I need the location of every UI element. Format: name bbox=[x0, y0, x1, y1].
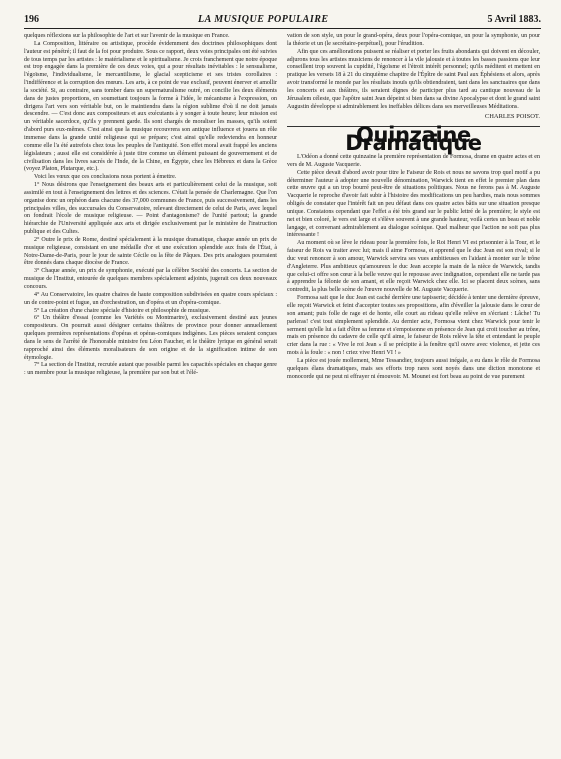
author-signature: CHARLES POISOT. bbox=[484, 113, 540, 121]
paragraph: Afin que ces améliorations puissent se réaliser et porter les fruits abondants qui doivent en découler, adjurons tous les artistes musiciens de renoncer à la vile jalousie et à toutes les basses passions que leur conseillent trop souvent la cupidité, l'égoïsme et l'étroit intérêt personnel; qu'ils méditent et mettent en pratique les versets 18 à 21 du cinquième chapitre de l'Épître de saint Paul aux Éphésiens et alors, après avoir transformé le monde par les résultats inouïs qu'ils obtiendraient, tant dans les sanctuaires que dans les concerts et aux théâtres, ils seraient dignes de participer plus tard au cantique nouveau de la Jérusalem céleste, que l'apôtre saint Jean dépeint si bien dans sa divine Apocalypse et dont le grand saint Augustin développe si admirablement les ineffables délices dans ses merveilleuses Méditations. bbox=[287, 48, 540, 110]
paragraph: Formosa sait que le duc Jean est caché derrière une tapisserie; décidée à tenter une dernière épreuve, elle reçoit Warwick et feint d'accepter toutes ses propositions, afin d'éveiller la jalousie dans le cœur de son amant; puis folle de rage et de honte, elle court au rideau qu'elle relève en s'écriant : Lâche! Tu parleras! c'est tout simplement splendide. Au dernier acte, Formosa vient chez Warwick pour tenir le serment qu'elle lui a fait d'être sa femme et s'empoisonne en présence de Jean qui croit toucher au trône, mais en présence du cadavre de celle qu'il aime, le faiseur de Rois relève la tête et entendant le peuple crier dans la rue : « Vive le roi Jean » il se précipite à la fenêtre qu'il ouvre avec violence, et jette ces mots à la foule : « non ! criez vive Henri VI ! » bbox=[287, 295, 540, 357]
page-number: 196 bbox=[24, 14, 39, 25]
paragraph: Au moment où se lève le rideau pour la première fois, le Roi Henri VI est prisonnier à la Tour, et le faiseur de Rois va traiter avec lui; mais il aime Formosa, et apprend que le duc Jean est son rival; si le duc veut renoncer à son amour, Warwick servira ses vues ambitieuses en l'aidant à monter sur le trône d'Angleterre. Plus ambitieux qu'amoureux le duc Jean accepte la main de la nièce de Warwick, tandis que celui-ci offre son cœur à la belle veuve qui le repousse avec indignation, cependant elle ne tarde pas à apprendre la félonie de son amant, et elle reçoit Warwick chez elle. Ici se placent deux scènes, sans contredit, la plus belle scène de l'œuvre nouvelle de M. Auguste Vacquerie. bbox=[287, 240, 540, 294]
journal-title: LA MUSIQUE POPULAIRE bbox=[197, 14, 329, 25]
article-columns bbox=[24, 33, 541, 381]
right-column bbox=[287, 33, 540, 381]
paragraph: Voici les vœux que ces conclusions nous portent à émettre. bbox=[34, 174, 177, 181]
paragraph: L'Odéon a donné cette quinzaine la première représentation de Formosa, drame en quatre actes et en vers de M. Auguste Vacquerie. bbox=[287, 153, 540, 168]
paragraph: 6° Un théâtre d'essai (comme les Variétés ou Montmartre), exclusivement destiné aux jeunes compositeurs. On pourrait aussi désigner certains théâtres de province pour donner annuellement quelques premières représentations d'opéras et opéras-comiques indigènes. Les pièces seraient conçues dans le sens de l'arrêté de l'honorable ministre feu Léon Faucher, et le théâtre lyrique en général serait rapproché ainsi des éléments moralisateurs de son origine et de la signification intime de son étymologie. bbox=[24, 315, 277, 361]
paragraph: 4° Au Conservatoire, les quatre chaires de haute composition subdivisées en quatre cours spéciaux : un de contre-point et fugue, un d'orchestration, un d'opéra et un d'opéra-comique. bbox=[24, 291, 277, 306]
paragraph: Cette pièce devait d'abord avoir pour titre le Faiseur de Rois et nous ne savons trop quel motif a pu déterminer l'auteur à adopter une nouvelle dénomination, Warwick tient en effet le premier plan dans cette œuvre qui a un trop bourré peut-être de situations politiques. Nous ne ferons pas à M. Auguste Vacquerie le reproche d'avoir fait subir à l'histoire des modifications un peu hardies, mais nous sommes obligés de constater que l'intérêt fait un peu défaut dans ces quatre actes bâtis sur une situation presque unique. Constatons cependant que l'effet a été très grand sur le public lettré de la première; le style est net et bien coloré, le vers est large et s'élève souvent à une grande hauteur, voilà certes un beau et noble langage, et convenant admirablement au dialogue scénique. Quel malheur que l'action ne soit pas plus intéressante ! bbox=[287, 169, 540, 239]
paragraph: 1° Nous désirons que l'enseignement des beaux arts et particulièrement celui de la musique, soit assimilé en tout à l'enseignement des lettres et des sciences. C'était la pensée de Charlemagne. Que l'on organise donc un orphéon dans chacune des 37,000 communes de France, puis successivement, dans les principales villes, des succursales du Conservatoire, relevant directement de celui de Paris, avec lequel on fondrait l'école de musique religieuse. — Point d'antagonisme? de l'unité partout; la grande hiérarchie de l'Université appliquée aux arts et dirigée exclusivement par le ministère de l'instruction publique et des Cultes. bbox=[24, 182, 277, 236]
section-title: Quinzaine Dramatique bbox=[345, 123, 482, 156]
paragraph: 5° La création d'une chaire spéciale d'histoire et philosophie de musique. bbox=[34, 307, 211, 314]
header-rule bbox=[24, 28, 541, 29]
paragraph: quelques réflexions sur la philosophie de l'art et sur l'avenir de la musique en France. bbox=[24, 33, 230, 39]
paragraph: 3° Chaque année, un prix de symphonie, exécuté par la célèbre Société des concerts. La section de musique de l'Institut, entourée de quelques membres spécialement adjoints, jugerait ces deux nouveaux concours. bbox=[24, 268, 277, 290]
paragraph: vation de son style, un pour le grand-opéra, deux pour l'opéra-comique, un pour la symphonie, un pour la théorie et un (le secrétaire-perpétuel), pour l'érudition. bbox=[287, 33, 540, 47]
left-column bbox=[24, 33, 277, 381]
issue-date: 5 Avril 1883. bbox=[487, 14, 541, 25]
paragraph: La Composition, littéraire ou artistique, procède évidemment des doctrines philosophiques dont l'auteur est pénétré; il faut de la foi pour produire. Sous ce rapport, deux voies principales ont été suivies de tous temps par les artistes : le matérialisme et le spiritualisme. Je crois franchement que notre époque est trop engagée dans la première de ces deux voies, qui a pour résultats inévitables : le sensualisme, l'égoïsme, l'individualisme, le mercantilisme, le glacial scepticisme et ses tristes corollaires : l'indifférence et la corruption des mœurs. Les arts, à ce point de vue exclusif, peuvent énerver et amollir la société. Si, au contraire, sans tomber dans un supernaturalisme outré, on concilie les deux éléments dans de justes proportions, en soumettant toujours la forme à l'idée, le mécanisme à l'expression, on dirigera l'art vers son véritable but, on le maintiendra dans la région sublime d'où il ne doit jamais descendre. — C'est donc aux compositeurs et aux exécutants à y songer à toute heure; leur mission est un véritable sacerdoce, qu'ils y prennent garde. Ils sont chargés de moraliser les masses, qu'ils soient d'abord purs eux-mêmes. C'est ainsi que la musique recouvrera son antique influence et jouera un rôle immense dans la grande unité religieuse qui se prépare; c'est ainsi qu'elle redeviendra en honneur comme elle l'a été autrefois chez tous les peuples de l'antiquité. Son effet moral avait frappé les anciens législateurs ; aussi elle est considérée à juste titre comme un élément puissant de gouvernement et de civilisation dans les livres sacrés de l'Inde, de la Chine, en Égypte, chez les Hébreux et dans la Grèce (voyez Platon, Plutarque, etc.). bbox=[24, 40, 277, 173]
page-header bbox=[24, 14, 541, 25]
paragraph: 2° Outre le prix de Rome, destiné spécialement à la musique dramatique, chaque année un prix de musique religieuse, consistant en une médaille d'or et une exécution splendide aux frais de l'État, à Notre-Dame-de-Paris, pour le jour de sainte Cécile ou la fête de Pâques. Des prix analogues pourraient être donnés dans chaque diocèse de France. bbox=[24, 236, 277, 267]
paragraph: La pièce est jouée mollement, Mme Tessandier, toujours aussi inégale, a eu dans le rôle de Formosa quelques élans dramatiques, mais ses efforts trop rares sont noyés dans une diction monotone et monocorde qui ne peut ni effrayer ni émouvoir. M. Mounet est fort beau au point de vue purement bbox=[287, 357, 540, 380]
paragraph: 7° La section de l'Institut, recrutée autant que possible parmi les capacités spéciales en chaque genre : un membre pour la musique religieuse, la première par son but et l'élé- bbox=[24, 362, 277, 377]
